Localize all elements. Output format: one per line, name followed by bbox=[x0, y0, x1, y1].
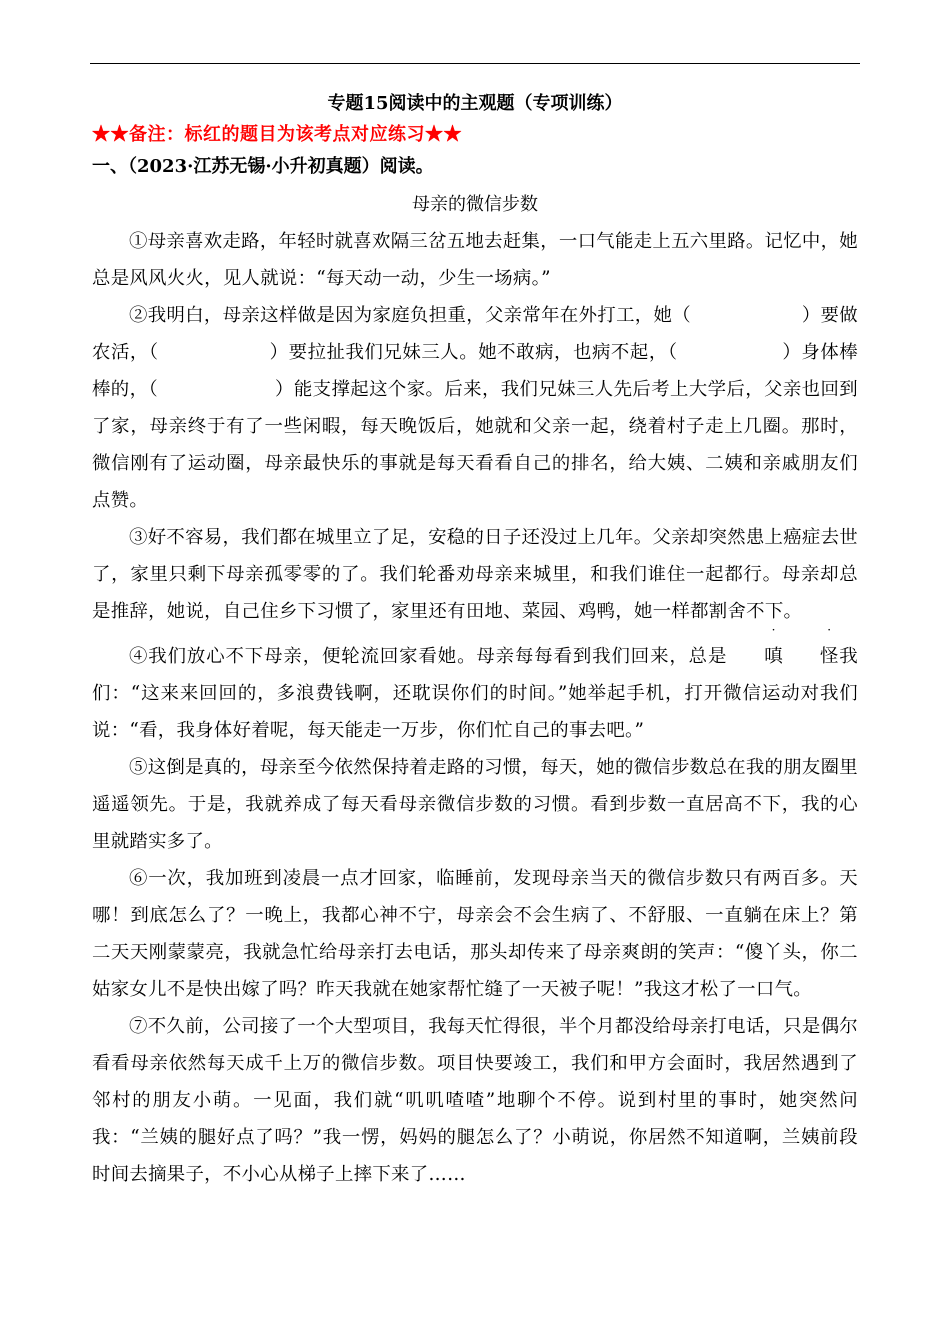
p2-part4: ）身体棒棒的，（ bbox=[92, 342, 858, 400]
section-heading: 一、（2023·江苏无锡·小升初真题）阅读。 bbox=[92, 156, 434, 177]
paragraph-1: ①母亲喜欢走路，年轻时就喜欢隔三岔五地去赶集，一口气能走上五六里路。记忆中，她总是风风火火，见人就说：“每天动一动，少生一场病。” bbox=[92, 231, 858, 289]
p2-part1: ②我明白，母亲这样做是因为家庭负担重，父亲常年在外打工，她（ bbox=[129, 305, 692, 326]
emphasized-char-1: · 嗔 bbox=[727, 638, 783, 675]
paragraph-6: ⑥一次，我加班到凌晨一点才回家，临睡前，发现母亲当天的微信步数只有两百多。天哪！到底怎么了？一晚上，我都心神不宁，母亲会不会生病了、不舒服、一直躺在床上？第二天天刚蒙蒙亮，我就急忙给母亲打去电话，那头却传来了母亲爽朗的笑声：“傻丫头，你二姑家女儿不是快出嫁了吗？昨天我就在她家帮忙缝了一天被子呢！”我这才松了一口气。 bbox=[92, 868, 858, 1000]
emphasized-char-2: · 怪 bbox=[783, 638, 839, 675]
p4-before: ④我们放心不下母亲，便轮流回家看她。母亲每每看到我们回来，总是 bbox=[129, 646, 728, 667]
paragraph-4 bbox=[92, 623, 858, 749]
p2-part3: ）要拉扯我们兄妹三人。她不敢病，也病不起，（ bbox=[269, 342, 678, 363]
document-title: 专题15阅读中的主观题（专项训练） bbox=[327, 93, 623, 114]
paragraph-7: ⑦不久前，公司接了一个大型项目，我每天忙得很，半个月都没给母亲打电话，只是偶尔看看母亲依然每天成千上万的微信步数。项目快要竣工，我们和甲方会面时，我居然遇到了邻村的朋友小萌。一见面，我们就“叽叽喳喳”地聊个不停。说到村里的事时，她突然问我：“兰姨的腿好点了吗？”我一愣，妈妈的腿怎么了？小萌说，你居然不知道啊，兰姨前段时间去摘果子，不小心从梯子上摔下来了…… bbox=[92, 1016, 858, 1185]
emphasis-dot: · bbox=[771, 623, 776, 637]
blank-4[interactable] bbox=[158, 371, 275, 408]
header-rule bbox=[90, 63, 860, 64]
paragraph-5: ⑤这倒是真的，母亲至今依然保持着走路的习惯，每天，她的微信步数总在我的朋友圈里遥遥领先。于是，我就养成了每天看母亲微信步数的习惯。看到步数一直居高不下，我的心里就踏实多了。 bbox=[92, 757, 858, 852]
document-content bbox=[92, 89, 858, 1193]
p2-part5: ）能支撑起这个家。后来，我们兄妹三人先后考上大学后，父亲也回到了家，母亲终于有了一些闲暇，每天晚饭后，她就和父亲一起，绕着村子走上几圈。那时，微信刚有了运动圈，母亲最快乐的事就是每天看看自己的排名，给大姨、二姨和亲戚朋友们点赞。 bbox=[92, 379, 858, 511]
paragraph-2 bbox=[92, 297, 858, 519]
passage-title: 母亲的微信步数 bbox=[412, 194, 538, 215]
red-note: ★★备注：标红的题目为该考点对应练习★★ bbox=[92, 124, 462, 145]
paragraph-3: ③好不容易，我们都在城里立了足，安稳的日子还没过上几年。父亲却突然患上癌症去世了，家里只剩下母亲孤零零的了。我们轮番劝母亲来城里，和我们谁住一起都行。母亲却总是推辞，她说，自己住乡下习惯了，家里还有田地、菜园、鸡鸭，她一样都割舍不下。 bbox=[92, 527, 858, 622]
p2-part2: ）要做农活，（ bbox=[92, 305, 858, 363]
emphasis-dot: · bbox=[827, 623, 832, 637]
blank-1[interactable] bbox=[691, 297, 802, 334]
blank-3[interactable] bbox=[678, 334, 783, 371]
blank-2[interactable] bbox=[159, 334, 270, 371]
p4-after: 我们：“这来来回回的，多浪费钱啊，还耽误你们的时间。”她举起手机，打开微信运动对我们说：“看，我身体好着呢，每天能走一万步，你们忙自己的事去吧。” bbox=[92, 646, 858, 741]
